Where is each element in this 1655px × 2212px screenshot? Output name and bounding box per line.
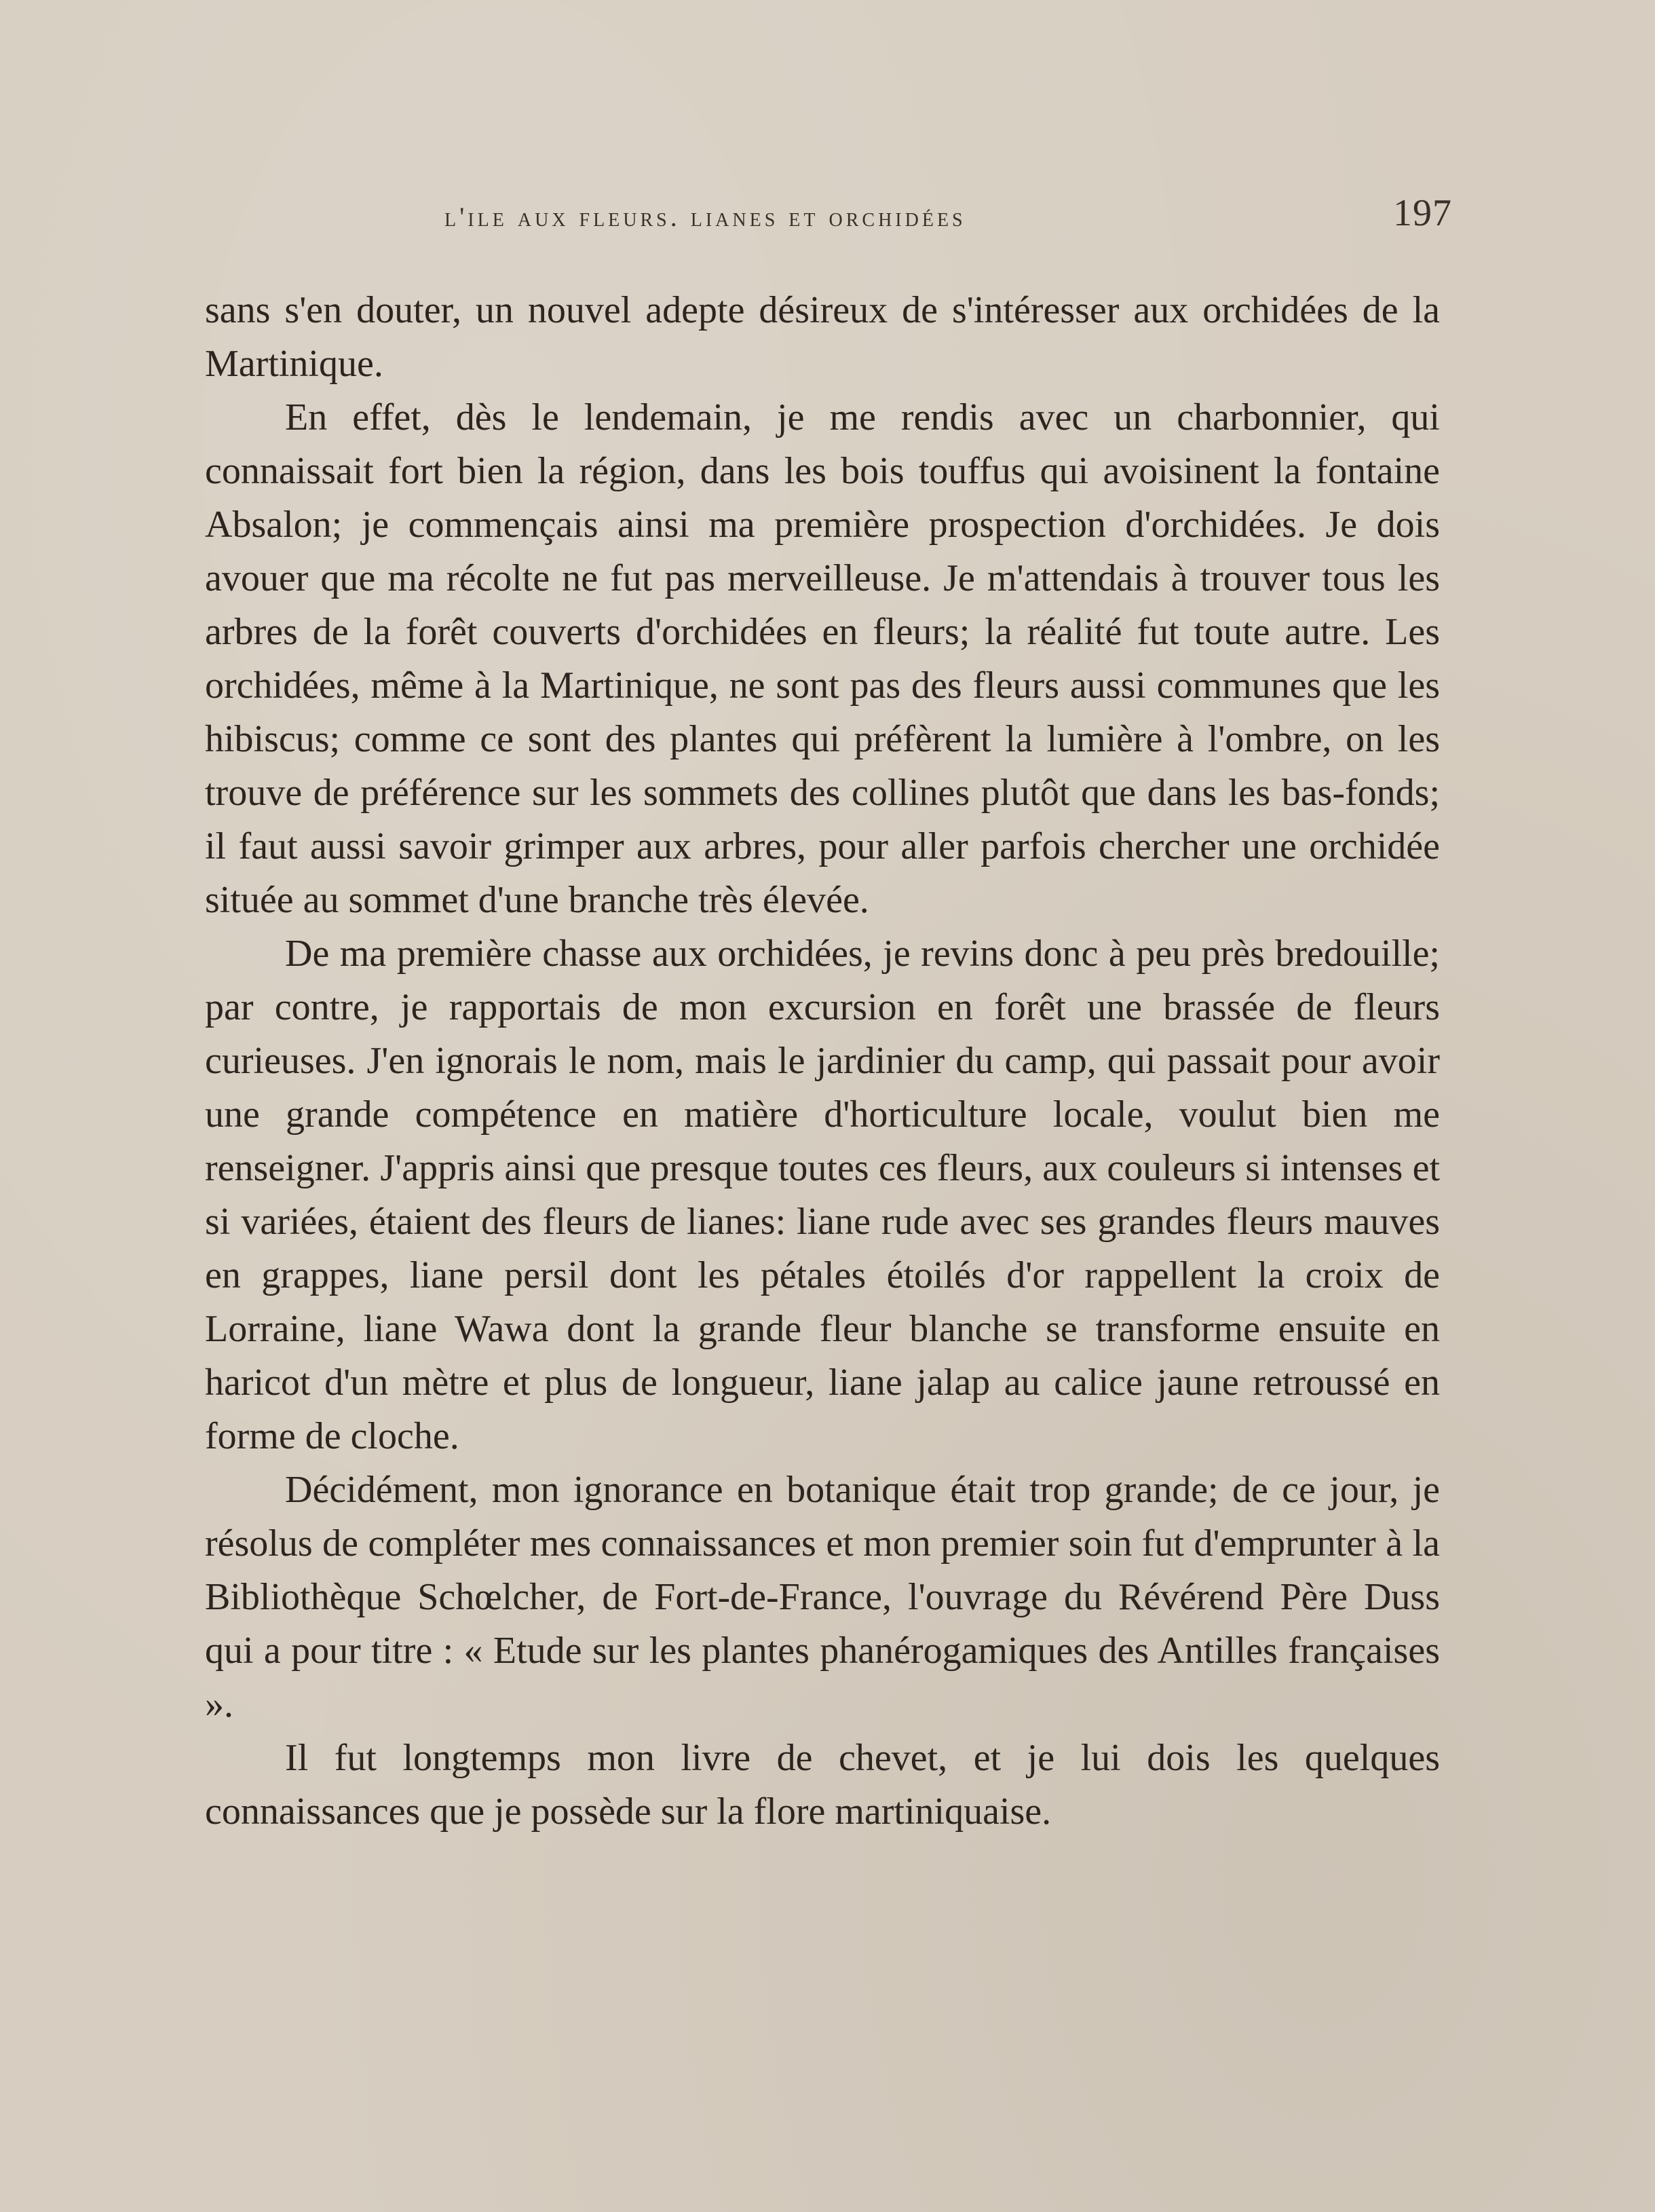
running-title: l'ile aux fleurs. lianes et orchidées (444, 202, 966, 232)
paragraph-botanique: Décidément, mon ignorance en botanique était trop grande; de ce jour, je résolus de compléter mes connaissances et mon premier soin fut d'emprunter à la Bibliothèque Schœlcher, de Fort-de-France, l'ouvrage du Révérend Père Duss qui a pour titre : « Etude sur les plantes phanérogamiques des Antilles françaises ». (205, 1469, 1440, 1725)
running-head (204, 192, 1452, 243)
body-text (205, 284, 1440, 1839)
paragraph-prospection: En effet, dès le lendemain, je me rendis avec un charbonnier, qui connaissait fort bien la région, dans les bois touffus qui avoisinent la fontaine Absalon; je commençais ainsi ma première prospection d'orchidées. Je dois avouer que ma récolte ne fut pas merveilleuse. Je m'attendais à trouver tous les arbres de la forêt couverts d'orchidées en fleurs; la réalité fut toute autre. Les orchidées, même à la Martinique, ne sont pas des fleurs aussi communes que les hibiscus; comme ce sont des plantes qui préfèrent la lumière à l'ombre, on les trouve de préférence sur les sommets des collines plutôt que dans les bas-fonds; il faut aussi savoir grimper aux arbres, pour aller parfois chercher une orchidée située au sommet d'une branche très élevée. (205, 396, 1440, 921)
paragraph-lianes: De ma première chasse aux orchidées, je revins donc à peu près bredouille; par contre, je rapportais de mon excursion en forêt une brassée de fleurs curieuses. J'en ignorais le nom, mais le jardinier du camp, qui passait pour avoir une grande compétence en matière d'horticulture locale, voulut bien me renseigner. J'appris ainsi que presque toutes ces fleurs, aux couleurs si intenses et si variées, étaient des fleurs de lianes: liane rude avec ses grandes fleurs mauves en grappes, liane persil dont les pétales étoilés d'or rappellent la croix de Lorraine, liane Wawa dont la grande fleur blanche se transforme ensuite en haricot d'un mètre et plus de longueur, liane jalap au calice jaune retroussé en forme de cloche. (205, 933, 1440, 1457)
paragraph-continuation: sans s'en douter, un nouvel adepte désireux de s'intéresser aux orchidées de la Martinique. (205, 289, 1440, 385)
page-number: 197 (1393, 192, 1452, 234)
paragraph-livre-de-chevet: Il fut longtemps mon livre de chevet, et je lui dois les quelques connaissances que je possède sur la flore martiniquaise. (205, 1737, 1440, 1833)
